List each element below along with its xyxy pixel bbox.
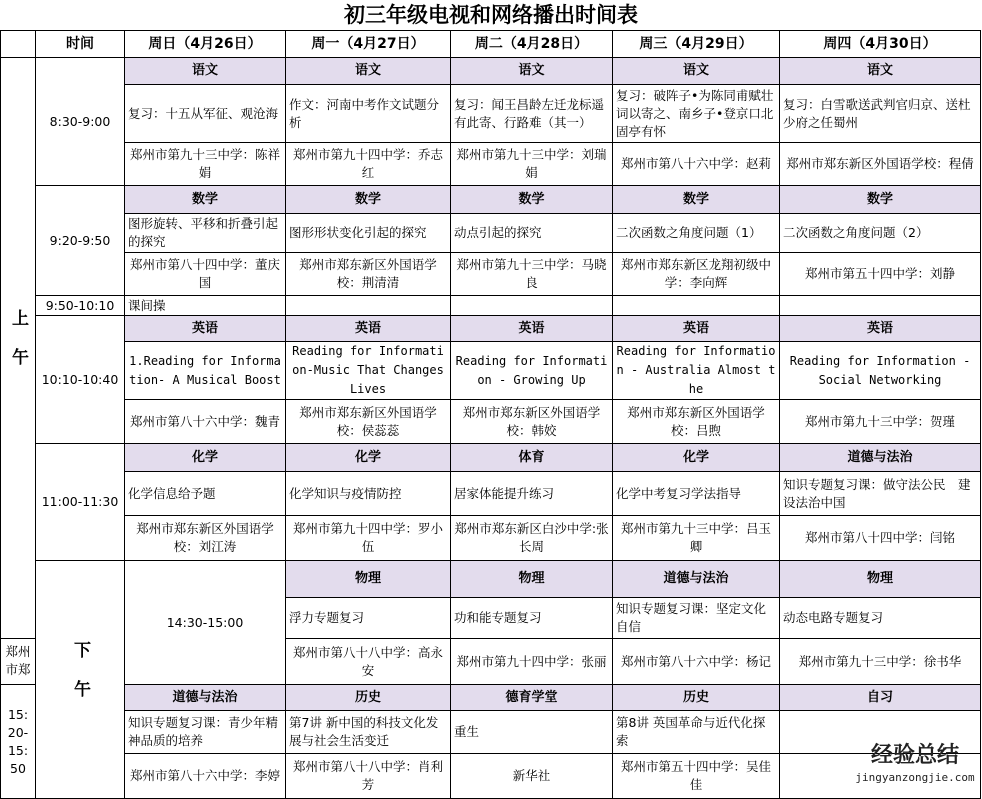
empty-cell	[780, 296, 981, 316]
empty-cell	[286, 296, 451, 316]
topic-row	[1, 214, 981, 253]
topic-cell	[286, 85, 451, 143]
topic-text: 图形形状变化引起的探究	[289, 225, 427, 240]
topic-text: Reading for Information-Music That Changes Lives	[292, 344, 444, 396]
teacher-cell	[125, 143, 286, 186]
topic-text: 图形旋转、平移和折叠引起的探究	[128, 216, 279, 249]
subject-cell: 英语	[125, 316, 286, 342]
topic-cell	[451, 711, 613, 754]
teacher-row	[1, 400, 981, 444]
header-day: 周一（4月27日）	[286, 31, 451, 58]
teacher-text: 郑州市第八十六中学：魏青	[129, 413, 280, 429]
teacher-row	[1, 754, 981, 799]
teacher-row	[1, 516, 981, 561]
teacher-cell	[451, 253, 613, 296]
topic-text: 二次函数之角度问题（2）	[783, 225, 929, 240]
topic-text: 作文：河南中考作文试题分析	[289, 96, 440, 130]
subject-cell: 英语	[286, 316, 451, 342]
subject-cell: 英语	[780, 316, 981, 342]
topic-cell	[451, 598, 613, 639]
topic-cell	[780, 85, 981, 143]
teacher-text: 郑州市第九十三中学：贺瑾	[804, 413, 955, 429]
time-cell: 14:30-15:00	[125, 561, 286, 685]
time-cell: 9:20-9:50	[36, 186, 125, 296]
teacher-text: 郑州市第九十三中学：徐书华	[798, 653, 962, 669]
teacher-cell	[613, 639, 780, 685]
teacher-cell	[613, 253, 780, 296]
topic-text: 复习：十五从军征、观沧海	[128, 105, 279, 121]
subject-cell: 道德与法治	[780, 444, 981, 472]
topic-cell	[125, 214, 286, 253]
topic-text: 复习：白雪歌送武判官归京、送杜少府之任蜀州	[783, 96, 971, 130]
empty-cell	[613, 296, 780, 316]
page-title: 初三年级电视和网络播出时间表	[344, 2, 638, 27]
subject-row	[1, 186, 981, 214]
teacher-cell	[780, 400, 981, 444]
subject-cell: 物理	[451, 561, 613, 598]
teacher-text: 郑州市郑东新区外国语学校：刘江涛	[136, 521, 274, 554]
subject-cell: 语文	[286, 58, 451, 85]
teacher-text: 郑州市第九十四中学：罗小伍	[292, 521, 443, 554]
teacher-cell	[451, 639, 613, 685]
watermark-brand: 经验总结	[870, 743, 959, 768]
header-day: 周四（4月30日）	[780, 31, 981, 58]
topic-cell	[125, 711, 286, 754]
teacher-text: 郑州市郑	[5, 643, 31, 677]
time-cell: 10:10-10:40	[36, 316, 125, 444]
teacher-cell	[286, 143, 451, 186]
teacher-text: 郑州市第八十六中学：李婷	[129, 768, 280, 783]
subject-cell: 历史	[613, 685, 780, 711]
subject-cell: 语文	[451, 58, 613, 85]
topic-cell	[780, 598, 981, 639]
topic-text: 二次函数之角度问题（1）	[616, 225, 762, 240]
topic-text: 复习：闻王昌龄左迁龙标遥有此寄、行路难（其一）	[454, 96, 605, 130]
period-pm: 下午	[36, 561, 125, 799]
subject-cell: 英语	[451, 316, 613, 342]
subject-cell: 德育学堂	[451, 685, 613, 711]
topic-text: 第7讲 新中国的科技文化发展与社会生活变迁	[289, 715, 439, 748]
topic-text: 居家体能提升练习	[454, 485, 555, 501]
teacher-row	[1, 253, 981, 296]
topic-cell	[125, 342, 286, 400]
subject-row	[1, 685, 981, 711]
teacher-cell	[125, 400, 286, 444]
subject-cell: 物理	[780, 561, 981, 598]
teacher-text: 郑州市第八十六中学：杨记	[620, 653, 771, 669]
teacher-cell	[451, 516, 613, 561]
teacher-cell	[451, 400, 613, 444]
teacher-text: 郑州市第九十三中学：陈祥娟	[129, 147, 280, 180]
topic-cell	[125, 472, 286, 516]
subject-cell: 语文	[613, 58, 780, 85]
topic-cell	[451, 472, 613, 516]
time-cell: 8:30-9:00	[36, 58, 125, 186]
subject-row	[1, 58, 981, 85]
teacher-row	[1, 143, 981, 186]
subject-cell: 数学	[451, 186, 613, 214]
subject-cell: 体育	[451, 444, 613, 472]
subject-cell: 数学	[780, 186, 981, 214]
teacher-text: 郑州市郑东新区白沙中学:张长周	[454, 521, 609, 554]
teacher-cell	[613, 754, 780, 799]
topic-cell	[286, 342, 451, 400]
topic-text: 知识专题复习课：青少年精神品质的培养	[128, 715, 279, 748]
subject-cell: 数学	[125, 186, 286, 214]
break-row	[1, 296, 981, 316]
header-day: 周二（4月28日）	[451, 31, 613, 58]
topic-cell	[780, 342, 981, 400]
time-cell: 15:20-15:50	[1, 685, 36, 799]
subject-cell: 英语	[613, 316, 780, 342]
teacher-text: 新华社	[512, 768, 551, 783]
time-cell: 11:00-11:30	[36, 444, 125, 561]
teacher-text: 郑州市第九十三中学：刘瑞娟	[456, 147, 607, 180]
topic-text: Reading for Information - Social Networking	[789, 353, 971, 387]
teacher-cell	[286, 516, 451, 561]
topic-text: 知识专题复习课：坚定文化自信	[616, 601, 767, 634]
teacher-text: 郑州市第五十四中学：刘静	[804, 266, 955, 281]
watermark-url: jingyanzongjie.com	[855, 771, 975, 784]
teacher-cell	[286, 754, 451, 799]
watermark	[848, 742, 982, 792]
teacher-cell	[780, 143, 981, 186]
teacher-text: 郑州市第八十四中学：闫铭	[804, 530, 955, 545]
teacher-cell	[286, 639, 451, 685]
topic-cell	[286, 598, 451, 639]
teacher-text: 郑州市郑东新区龙翔初级中学：李向辉	[620, 257, 771, 290]
teacher-cell	[613, 516, 780, 561]
teacher-cell	[125, 754, 286, 799]
topic-text: 重生	[454, 724, 480, 739]
topic-cell	[286, 214, 451, 253]
topic-text: 化学中考复习学法指导	[616, 485, 742, 501]
subject-cell: 语文	[125, 58, 286, 85]
teacher-text: 郑州市郑东新区外国语学校：吕煦	[627, 404, 765, 438]
topic-text: 功和能专题复习	[454, 610, 542, 625]
topic-row	[1, 711, 981, 754]
topic-text: 化学信息给予题	[128, 485, 216, 501]
topic-cell	[780, 214, 981, 253]
subject-cell: 化学	[286, 444, 451, 472]
teacher-text: 郑州市第九十四中学：张丽	[456, 653, 607, 669]
topic-cell	[451, 85, 613, 143]
header-day: 周三（4月29日）	[613, 31, 780, 58]
teacher-cell	[780, 253, 981, 296]
subject-cell: 道德与法治	[613, 561, 780, 598]
teacher-cell	[1, 639, 36, 685]
subject-cell: 数学	[613, 186, 780, 214]
subject-row	[1, 561, 981, 598]
topic-cell	[613, 85, 780, 143]
header-row	[1, 31, 981, 58]
topic-row	[1, 85, 981, 143]
teacher-cell	[780, 639, 981, 685]
topic-cell	[451, 214, 613, 253]
topic-row	[1, 342, 981, 400]
teacher-text: 郑州市第九十三中学：吕玉卿	[620, 521, 771, 554]
teacher-cell	[451, 754, 613, 799]
subject-cell: 自习	[780, 685, 981, 711]
teacher-cell	[613, 143, 780, 186]
subject-cell: 语文	[780, 58, 981, 85]
teacher-cell	[125, 253, 286, 296]
topic-cell	[613, 214, 780, 253]
break-label: 课间操	[125, 296, 286, 316]
teacher-text: 郑州市郑东新区外国语学校：韩姣	[462, 404, 601, 438]
subject-cell: 物理	[286, 561, 451, 598]
topic-row	[1, 472, 981, 516]
teacher-text: 郑州市郑东新区外国语学校：程倩	[786, 156, 974, 171]
topic-cell	[286, 711, 451, 754]
teacher-cell	[125, 516, 286, 561]
topic-text: 第8讲 英国革命与近代化探索	[616, 715, 766, 748]
topic-text: 复习：破阵子•为陈同甫赋壮词以寄之、南乡子•登京口北固亭有怀	[616, 87, 774, 139]
period-am: 上午	[1, 58, 36, 639]
teacher-cell	[613, 400, 780, 444]
teacher-text: 郑州市郑东新区外国语学校：荆清清	[299, 257, 437, 290]
subject-row	[1, 316, 981, 342]
subject-cell: 历史	[286, 685, 451, 711]
corner-cell	[1, 31, 36, 58]
subject-cell: 道德与法治	[125, 685, 286, 711]
topic-cell	[125, 85, 286, 143]
teacher-text: 郑州市第八十六中学：赵莉	[620, 156, 771, 171]
subject-row	[1, 444, 981, 472]
topic-text: Reading for Information - Australia Almost the	[616, 344, 776, 396]
topic-cell	[613, 342, 780, 400]
topic-text: Reading for Information - Growing Up	[455, 353, 608, 387]
topic-text: 动点引起的探究	[454, 225, 542, 240]
schedule-table	[0, 30, 981, 799]
empty-cell	[451, 296, 613, 316]
subject-cell: 化学	[613, 444, 780, 472]
teacher-text: 郑州市第九十三中学：马晓良	[456, 257, 607, 290]
topic-cell	[613, 472, 780, 516]
topic-cell	[286, 472, 451, 516]
time-cell: 9:50-10:10	[36, 296, 125, 316]
teacher-cell	[780, 516, 981, 561]
header-day: 周日（4月26日）	[125, 31, 286, 58]
topic-cell	[613, 711, 780, 754]
teacher-text: 郑州市郑东新区外国语学校：侯蕊蕊	[299, 404, 437, 438]
teacher-text: 郑州市第八十八中学：高永安	[292, 644, 443, 678]
topic-text: 化学知识与疫情防控	[289, 485, 402, 501]
header-time: 时间	[36, 31, 125, 58]
topic-text: 浮力专题复习	[289, 610, 365, 625]
topic-cell	[780, 472, 981, 516]
teacher-text: 郑州市第九十四中学：乔志红	[292, 147, 443, 180]
teacher-text: 郑州市第八十八中学：肖利芳	[292, 759, 443, 792]
topic-cell	[613, 598, 780, 639]
topic-text: 1.Reading for Information- A Musical Boost	[129, 353, 281, 387]
subject-cell: 数学	[286, 186, 451, 214]
teacher-cell	[286, 253, 451, 296]
topic-text: 动态电路专题复习	[783, 610, 884, 625]
teacher-cell	[451, 143, 613, 186]
subject-cell: 化学	[125, 444, 286, 472]
teacher-cell	[286, 400, 451, 444]
topic-text: 知识专题复习课：做守法公民 建设法治中国	[783, 476, 971, 510]
topic-cell	[451, 342, 613, 400]
teacher-text: 郑州市第五十四中学：吴佳佳	[620, 759, 771, 792]
teacher-text: 郑州市第八十四中学：董庆国	[129, 257, 280, 290]
